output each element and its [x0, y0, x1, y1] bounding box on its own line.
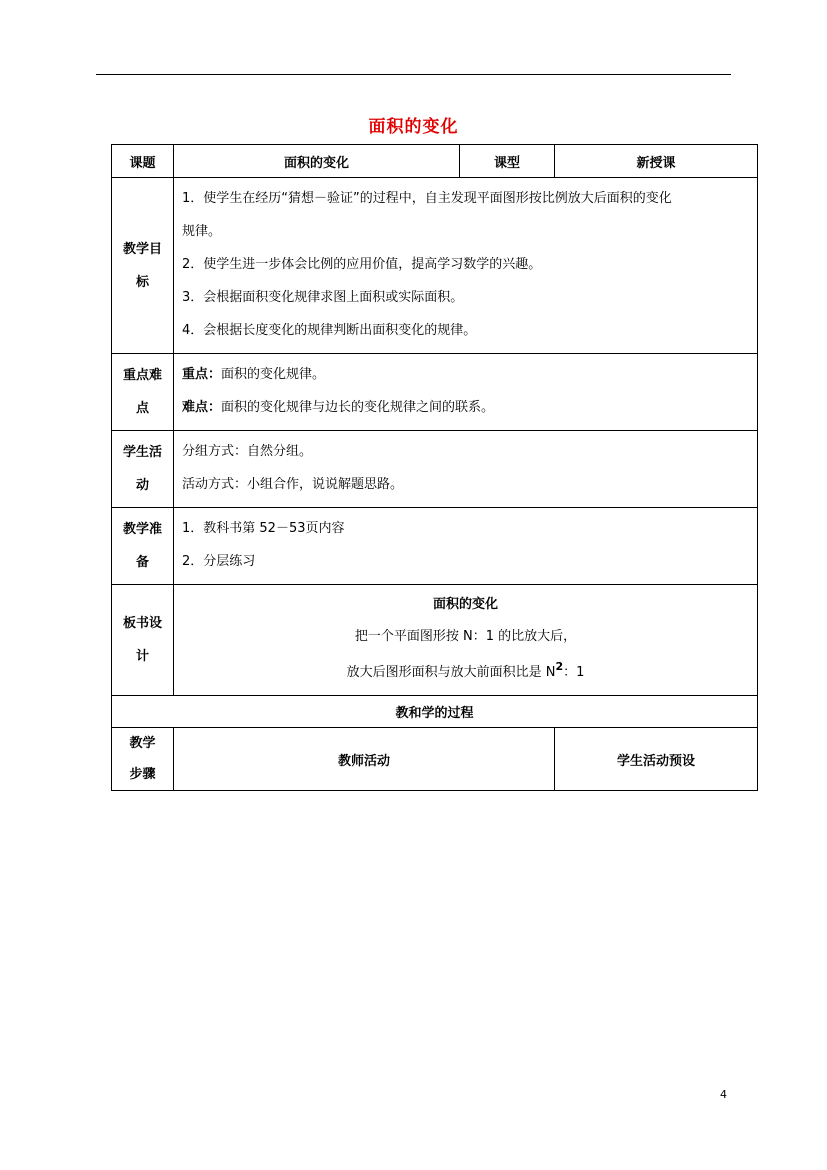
key-points-row — [112, 354, 758, 431]
steps-row — [112, 728, 758, 791]
preparation-label: 教学准 备 — [112, 508, 174, 585]
lesson-plan-table — [111, 144, 758, 791]
board-title: 面积的变化 — [432, 597, 498, 612]
lesson-type-label: 课型 — [460, 145, 555, 178]
key-points-label: 重点难 点 — [112, 354, 174, 431]
student-activity-label: 学生活 动 — [112, 431, 174, 508]
page-number: 4 — [720, 1088, 727, 1101]
student-activity-content: 分组方式：自然分组。 活动方式：小组合作，说说解题思路。 — [174, 431, 758, 508]
process-title-row — [112, 696, 758, 728]
objective-item: 1．使学生在经历“猜想－验证”的过程中，自主发现平面图形按比例放大后面积的变化 — [182, 191, 672, 206]
objectives-content — [174, 178, 758, 354]
objectives-label: 教学目 标 — [112, 178, 174, 354]
board-design-label: 板书设 计 — [112, 585, 174, 696]
objective-item: 规律。 — [182, 224, 222, 239]
topic-value: 面积的变化 — [174, 145, 460, 178]
student-activity-header: 学生活动预设 — [555, 728, 758, 791]
board-line-1: 把一个平面图形按 N：1 的比放大后， — [354, 629, 577, 644]
objective-item: 2．使学生进一步体会比例的应用价值，提高学习数学的兴趣。 — [182, 257, 542, 272]
teacher-activity-header: 教师活动 — [174, 728, 555, 791]
objectives-row — [112, 178, 758, 354]
objective-item: 4．会根据长度变化的规律判断出面积变化的规律。 — [182, 323, 477, 338]
process-title: 教和学的过程 — [112, 696, 758, 728]
objective-item: 3．会根据面积变化规律求图上面积或实际面积。 — [182, 290, 464, 305]
board-design-content — [174, 585, 758, 696]
key-points-content — [174, 354, 758, 431]
student-activity-row — [112, 431, 758, 508]
preparation-content: 1．教科书第 52－53页内容 2．分层练习 — [174, 508, 758, 585]
board-line-2: 放大后图形面积与放大前面积比是 $N^2$：1 — [346, 660, 585, 680]
lesson-type-value: 新授课 — [555, 145, 758, 178]
steps-label: 教学 步骤 — [112, 728, 174, 791]
board-design-row — [112, 585, 758, 696]
focus-line: 重点：面积的变化规律。 — [182, 367, 326, 382]
preparation-row — [112, 508, 758, 585]
document-title: 面积的变化 — [368, 117, 459, 137]
topic-label: 课题 — [112, 145, 174, 178]
difficulty-line: 难点：面积的变化规律与边长的变化规律之间的联系。 — [182, 400, 495, 415]
topic-row — [112, 145, 758, 178]
header-rule — [96, 74, 731, 75]
